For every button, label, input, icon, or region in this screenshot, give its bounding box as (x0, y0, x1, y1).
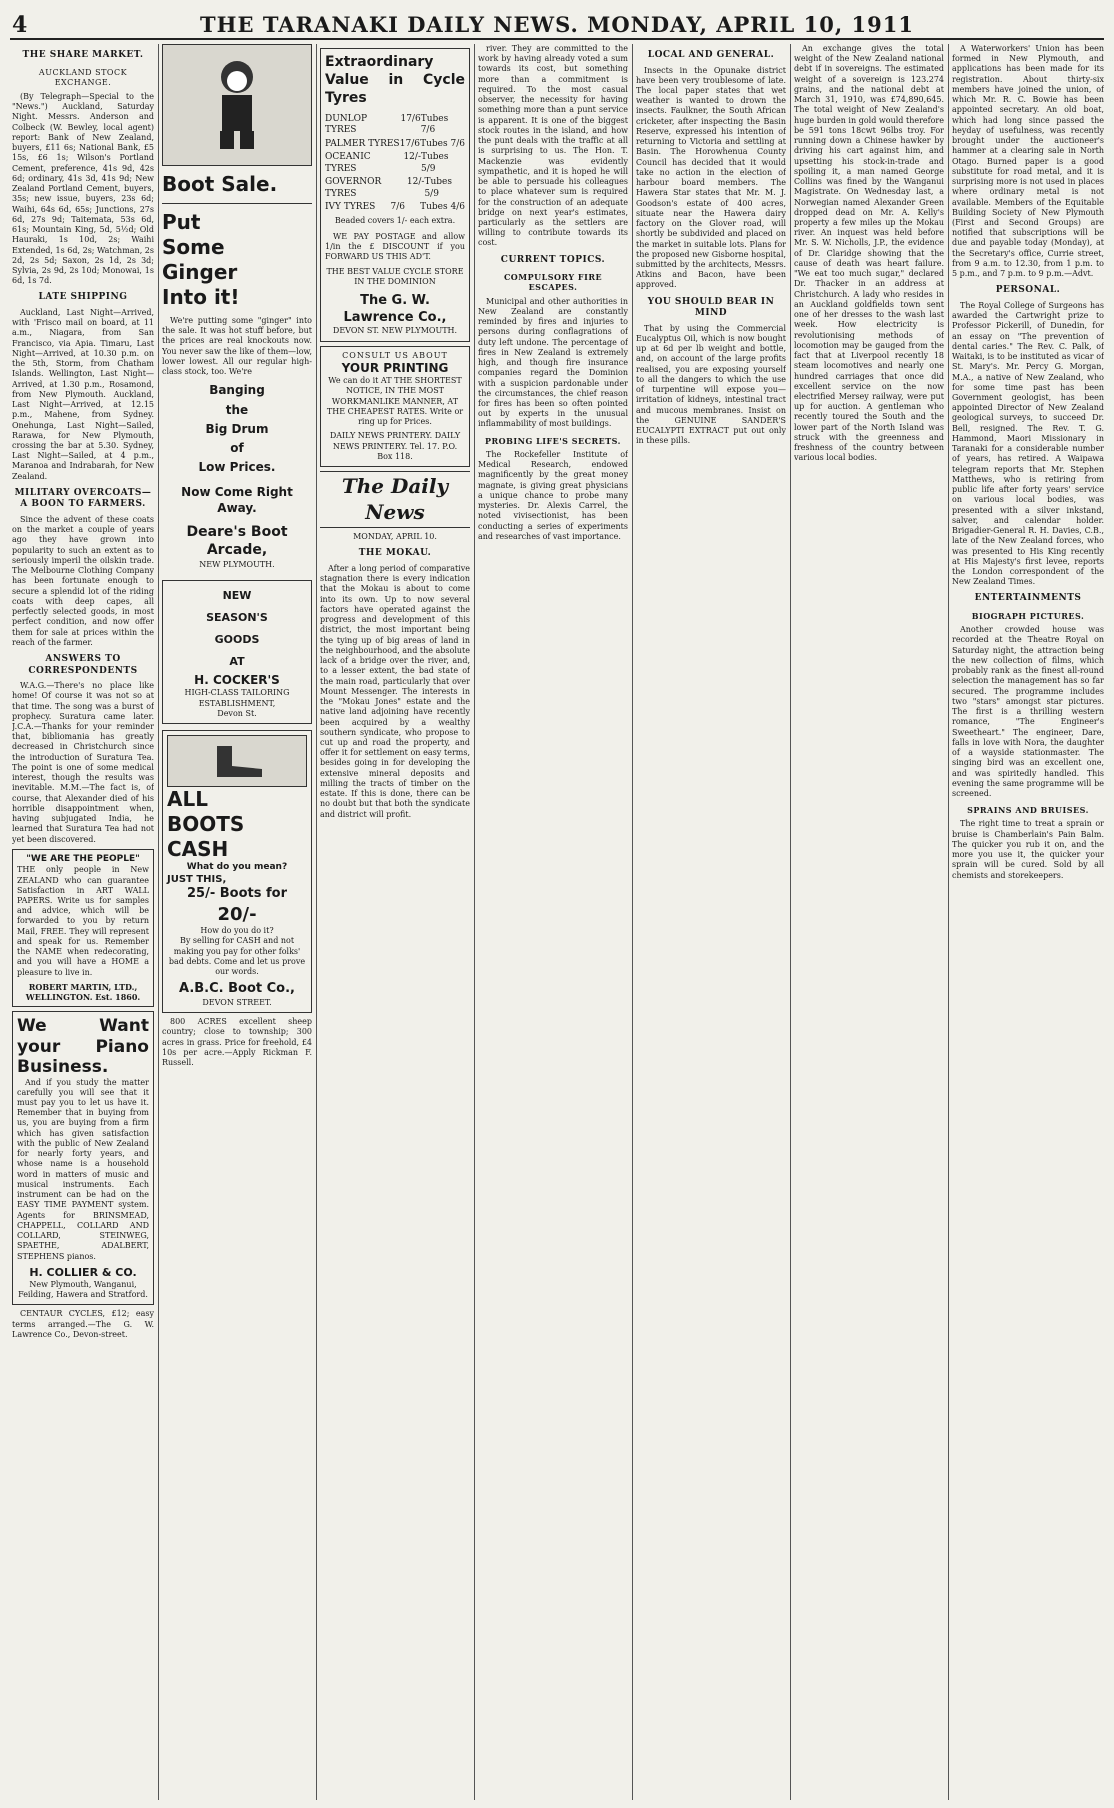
column-7 (952, 44, 1104, 1800)
printing-advert (320, 346, 470, 467)
boot-figure-icon (202, 55, 272, 155)
boots-line-3: CASH (167, 837, 229, 862)
tyre-row (325, 177, 465, 200)
editorial-heading: THE MOKAU. (358, 548, 432, 559)
cocker-line-1: NEW (222, 589, 252, 603)
column-6 (794, 44, 944, 1800)
late-shipping-heading: LATE SHIPPING (38, 292, 128, 303)
shipping-report: Auckland, Last Night—Arrived, with 'Frisco mail on board, at 11 a.m., Niagara, from San Francisco, via Apia. Timaru, Last Night—Arrived, at 10.30 p.m. on the 5th, Storm, from Chatham Islands. Wellington, Last Night—Arrived, at 1.30 p.m., Rosamond, from New Plymouth. Auckland, Last Night—Arrived, at 12.15 p.m., Mahene, from Sydney. Onehunga, Last Night—Sailed, Rarawa, for New Plymouth, crossing the bar at 5.30. Sydney, Last Night—Sailed, at 4 p.m., Maranoa and Indrabarah, for New Zealand. (12, 307, 154, 481)
tyre-price: 17/6 (400, 113, 421, 124)
beaded-note: Beaded covers 1/- each extra. (334, 215, 456, 225)
tyre-price: 17/6 (399, 138, 420, 149)
boot-sale-title: Boot Sale. (162, 172, 278, 196)
cocker-name: H. COCKER'S (194, 673, 280, 688)
sprains-heading: SPRAINS AND BRUISES. (967, 805, 1089, 816)
deare-town: NEW PLYMOUTH. (199, 559, 275, 569)
ginger-text: We're putting some "ginger" into the sale. It was hot stuff before, but the prices are real knockouts now. You never saw the like of them—low, lower lowest. All our regular high-class stock, too. We're (162, 316, 312, 377)
boots-question: What do you mean? (186, 862, 288, 873)
editorial-continued: river. They are committed to the work by having already voted a sum towards its cost, but something more than a commitment is required. To the most casual observer, the necessity for having something more than a punt service is apparent. It is one of the biggest stock routes in the island, and how the punt deals with the traffic at all is surprising to us. The Hon. T. Mackenzie was evidently sympathetic, and it is hoped he will be able to persuade his colleagues to place whatever sum is required for the construction of an adequate bridge on next year's estimates, particularly as the settlers are willing to contribute towards its cost. (478, 44, 628, 248)
column-rule (948, 44, 949, 1800)
lawrence-addr: DEVON ST. NEW PLYMOUTH. (332, 326, 458, 336)
boots-offer: JUST THIS, (167, 873, 227, 885)
ginger-line-3: Ginger (162, 260, 238, 284)
editorial-text: After a long period of comparative stagnation there is every indication that the Mokau is about to come into its own. Up to now several factors have operated against the progress and development of this district, the most important being the tying up of big areas of land in the neighbourhood, and the absolute lack of a bridge over the river, and, to a lesser extent, the bad state of the main road, particularly that over Mount Messenger. The interests in the "Mokau Jones" estate and the native land adjoining have recently been acquired by a wealthy southern syndicate, who propose to cut up and road the property, and offer it for settlement on easy terms, besides going in for developing the extensive mineral deposits and milling the tracts of timber on the estate. If this is done, there can be no doubt but that both the syndicate and district will profit. (320, 563, 470, 819)
newspaper-masthead (10, 8, 1104, 40)
current-topics-heading: CURRENT TOPICS. (500, 254, 606, 265)
column-1 (12, 44, 154, 1800)
answers-heading: ANSWERS TO CORRESPONDENTS (28, 654, 138, 676)
boots-line-1: ALL (167, 787, 208, 812)
personal-text: The Royal College of Surgeons has awarded the Cartwright prize to Professor Pickerill, of Dunedin, for an essay on "The prevention of dental caries." The Rev. C. Palk, of Waitaki, is to be instituted as vicar of St. Mary's. Mr. Percy G. Morgan, M.A., a native of New Zealand, who for some time past has been Government geologist, has been appointed Director of New Zealand geological surveys, to succeed Dr. Bell, resigned. The Rev. T. G. Hammond, Maori Missionary in Taranaki for a considerable number of years, has retired. A Waipawa telegram reports that Mr. Stephen Matthews, who is retiring from public life after forty years' service on various local bodies, was presented with a silver inkstand, salver, and calendar holder. Brigadier-General R. H. Davies, C.B., late of the New Zealand forces, who was presented to His King recently at His Majesty's first levee, reports the London correspondent of the New Zealand Times. (952, 300, 1104, 587)
bear-in-mind-heading: YOU SHOULD BEAR IN MIND (647, 296, 775, 319)
boots-price-2: 20/- (217, 904, 257, 926)
drum-line-1: Banging (209, 383, 265, 398)
cocker-line-2: SEASON'S (206, 611, 268, 625)
column-rule (158, 44, 159, 1800)
page-title: THE TARANAKI DAILY NEWS. MONDAY, APRIL 10, 1911 (200, 12, 914, 37)
tyre-price: 7/6 (390, 202, 405, 213)
column-3 (320, 44, 470, 1800)
tyre-tubes: Tubes 4/6 (420, 202, 465, 213)
tyre-tubes: Tubes 7/6 (420, 138, 465, 149)
bear-in-mind-text: That by using the Commercial Eucalyptus Oil, which is now bought up at 6d per lb weight and bottle, and, on account of the large profits realised, you are exposing yourself to all the dangers to which the use of turpentine will expose you—irritation of kidneys, intestinal tract and mucous membranes. Insist on the GENUINE SANDER'S EUCALYPTI EXTRACT put out only in these pills. (636, 323, 786, 446)
tyre-tubes: Tubes 5/9 (424, 177, 452, 199)
tyre-price-list (325, 114, 465, 214)
tyres-heading: Extraordinary Value in Cycle Tyres (325, 54, 465, 107)
cocker-line-3: GOODS (214, 633, 260, 647)
piano-heading: We Want your Piano Business. (17, 1016, 149, 1078)
overcoats-article: Since the advent of these coats on the market a couple of years ago they have grown into popularity to such an extent as to seriously imperil the oilskin trade. The Melbourne Clothing Company has been fortunate enough to secure a splendid lot of the riding coats with deep capes, all perfectly selected goods, in most perfect condition, and now offer them for sale at prices within the reach of the farmer. (12, 514, 154, 647)
boots-price-1: 25/- Boots for (186, 886, 287, 902)
boots-text: By selling for CASH and not making you pay for other folks' bad debts. Come and let us prove our words. (168, 936, 306, 977)
share-market-report: (By Telegraph—Special to the "News.") Auckland, Saturday Night. Messrs. Anderson and Colbeck (W. Bewley, local agent) report: Bank of New Zealand, buyers, £11 6s; National Bank, £5 15s, £6 1s; Wilson's Portland Cement, preference, 41s 9d, 42s 6d; ordinary, 41s 3d, 41s 9d; New Zealand Portland Cement, buyers, 35s; new issue, buyers, 23s 6d; Waihi, 64s 6d, 65s; Junctions, 27s 6d, 27s 9d; Taitemata, 53s 6d, 61s; Mountain King, 5d, 5½d; Old Hauraki, 1s 10d, 2s; Waihi Extended, 1s 6d, 2s; Watchman, 2s 2d, 2s 5d; Saxon, 2s 1d, 2s 3d; Sylvia, 2s 9d, 2s 10d; Monowai, 1s 6d, 1s 7d. (12, 91, 154, 286)
page-number: 4 (12, 12, 28, 38)
column-4 (478, 44, 628, 1800)
biograph-heading: BIOGRAPH PICTURES. (971, 610, 1085, 621)
life-secrets-heading: PROBING LIFE'S SECRETS. (485, 435, 621, 446)
boots-question-2: How do you do it? (200, 926, 274, 936)
tyre-row (325, 114, 465, 137)
printing-text: We can do it AT THE SHORTEST NOTICE, IN THE MOST WORKMANLIKE MANNER, AT THE CHEAPEST RATES. Write or ring up for Prices. (326, 376, 464, 427)
stock-exchange-subheading: AUCKLAND STOCK EXCHANGE. (38, 67, 128, 87)
answers-text: W.A.G.—There's no place like home! Of course it was not so at that time. The song was a burst of prophecy. Suratura came later. J.C.A.—Thanks for your reminder that, bibliomania has greatly decreased in Christchurch since the introduction of Suratura Tea. The point is one of some medical interest, though the results was inevitable. M.M.—The fact is, of course, that Alexander died of his horrible disappointment when, having subjugated India, he learned that Suratura Tea had not yet been discovered. (12, 681, 154, 844)
wallpaper-text: THE only people in New ZEALAND who can guarantee Satisfaction in ART WALL PAPERS. Write us for samples and advice, which will be forwarded to you by return Mail, FREE. They will represent and speak for us. Remember the NAME when redecorating, and you will have a HOME a pleasure to live in. (17, 865, 149, 977)
tyre-name: IVY TYRES (325, 202, 376, 213)
boots-line-2: BOOTS (167, 812, 245, 837)
tyre-tubes: Tubes 5/9 (420, 152, 449, 174)
ginger-line-2: Some (162, 235, 225, 259)
entertainments-heading: ENTERTAINMENTS (974, 593, 1082, 604)
overcoats-heading: MILITARY OVERCOATS—A BOON TO FARMERS. (14, 487, 152, 510)
abc-boot-advert (162, 730, 312, 1013)
wallpaper-signature: ROBERT MARTIN, LTD., WELLINGTON. Est. 1860. (25, 981, 141, 1003)
tyre-name: PALMER TYRES (325, 138, 400, 149)
abc-name: A.B.C. Boot Co., (179, 981, 295, 997)
share-market-heading: THE SHARE MARKET. (22, 50, 144, 60)
tyre-row (325, 139, 465, 151)
ginger-line-4: Into it! (162, 285, 240, 309)
sprains-text: The right time to treat a sprain or bruise is Chamberlain's Pain Balm. The quicker you rub it on, and the more you use it, the quicker your sprain will be cured. Sold by all chemists and storekeepers. (952, 819, 1104, 880)
biograph-text: Another crowded house was recorded at the Theatre Royal on Saturday night, the attraction being the new collection of films, which probably rank as the finest all-round selection the management has so far secured. The programme includes two "stars" amongst star pictures. The first is a thrilling western romance, "The Engineer's Sweetheart." The engineer, Dare, falls in love with Nora, the daughter of a wayside stationmaster. The singing bird was an excellent one, and was spiritedly handled. This evening the same programme will be screened. (952, 625, 1104, 798)
column-rule (316, 44, 317, 1800)
drum-line-2: the (225, 402, 249, 417)
local-general-text: Insects in the Opunake district have been very troublesome of late. The local paper states that wet weather is wanted to drown the insects. Faulkner, the South African cricketer, after inspecting the Basin Reserve, expressed his intention of returning to Victoria and settling at Basin. The Horowhenua County Council has decided that it would take no action in the election of harbour board members. The Hawera Star states that Mr. M. J. Goodson's estate of 400 acres, situate near the Hawera dairy factory on the Glover road, will shortly be subdivided and placed on the market in suitable lots. Plans for the proposed new Gisborne hospital, submitted by the architects, Messrs. Atkins and Bacon, have been approved. (636, 65, 786, 290)
drum-line-3: Big Drum (205, 421, 269, 436)
local-general-heading: LOCAL AND GENERAL. (647, 50, 775, 60)
wallpaper-heading: "WE ARE THE PEOPLE" (26, 853, 140, 864)
cocker-advert (162, 580, 312, 724)
column-rule (632, 44, 633, 1800)
centaur-notice: CENTAUR CYCLES, £12; easy terms arranged.—The G. W. Lawrence Co., Devon-street. (12, 1309, 154, 1339)
tyre-name: GOVERNOR TYRES (325, 177, 382, 199)
cocker-sub: HIGH-CLASS TAILORING ESTABLISHMENT, (184, 688, 290, 708)
printing-heading: YOUR PRINTING (341, 360, 449, 375)
boot-sale-illustration (162, 44, 312, 166)
printing-sign: DAILY NEWS PRINTERY. DAILY NEWS PRINTERY. Tel. 17. P.O. Box 118. (329, 431, 461, 461)
column-5 (636, 44, 786, 1800)
best-value-note: THE BEST VALUE CYCLE STORE IN THE DOMINION (326, 266, 464, 286)
boot-illustration (167, 735, 307, 787)
ginger-line-1: Put (162, 210, 201, 234)
tyre-name: OCEANIC TYRES (325, 152, 371, 174)
piano-text: And if you study the matter carefully you will see that it must pay you to let us have it. Remember that in buying from us, you are buying from a firm which has given satisfaction with the public of New Zealand for nearly forty years, and whose name is a household word in matters of music and musical instruments. Each instrument can be had on the EASY TIME PAYMENT system. Agents for BRINSMEAD, CHAPPELL, COLLARD AND COLLARD, STEINWEG, SPAETHE, ADALBERT, STEPHENS pianos. (17, 1077, 149, 1261)
lawrence-name: The G. W. Lawrence Co., (343, 293, 447, 325)
abc-addr: DEVON STREET. (202, 997, 272, 1007)
acres-notice: 800 ACRES excellent sheep country; close to township; 300 acres in grass. Price for freehold, £4 10s per acre.—Apply Rickman F. Russell. (162, 1017, 312, 1068)
tyre-row (325, 152, 465, 175)
come-right-away: Now Come Right Away. (181, 485, 293, 515)
column-2 (162, 44, 312, 1800)
collier-name: H. COLLIER & CO. (29, 1265, 137, 1279)
cocker-line-4: AT (229, 655, 245, 669)
column-rule (474, 44, 475, 1800)
tyre-price: 12/- (406, 177, 425, 188)
fire-escapes-text: Municipal and other authorities in New Zealand are constantly reminded by fires and injuries to persons during conflagrations of duty left undone. The percentage of fires in New Zealand is extremely high, and though fire insurance companies regard the Dominion with a suspicion pardonable under the circumstances, the chief reason for fires has been so often pointed out by experts in the unusual inflammability of most buildings. (478, 296, 628, 429)
deare-name: Deare's Boot Arcade, (186, 524, 288, 558)
tyres-advert (320, 48, 470, 342)
wallpaper-advert (12, 849, 154, 1008)
fire-escapes-heading: COMPULSORY FIRE ESCAPES. (503, 272, 603, 293)
date-line: MONDAY, APRIL 10. (353, 532, 437, 542)
printing-consult: CONSULT US ABOUT (342, 350, 448, 360)
paper-name: The Daily News (320, 471, 470, 528)
tyre-name: DUNLOP TYRES (325, 113, 368, 136)
drum-line-4: of (230, 440, 244, 455)
cocker-addr: Devon St. (217, 708, 257, 718)
general-news-text: An exchange gives the total weight of the New Zealand national debt if in sovereigns. The estimated weight of a sovereign is 123.274 grains, and the national debt at March 31, 1910, was £74,890,645. The total weight of New Zealand's huge burden in gold would therefore be 591 tons 18cwt 96lbs troy. For running down a Chinese hawker by driving his cart against him, and upsetting his stock-in-trade and spoiling it, a man named George Collins was fined by the Wanganui Magistrate. On Wednesday last, a Norwegian named Alexander Green dropped dead on Mr. A. Kelly's property a few miles up the Mokau river. An inquest was held before Mr. S. W. Nicholls, J.P., the evidence of Dr. Claridge showing that the cause of death was heart failure. "We eat too much sugar," declared Dr. Thacker in an address at Christchurch. A lady who resides in an Auckland goldfields town sent one of her dresses to the wash last week. How electricity is revolutionising methods of locomotion may be gauged from the fact that at Liverpool recently 18 steam locomotives and nearly one hundred carriages that once did excellent service on the now electrified Mersey railway, were put up for auction. A gentleman who recently toured the South and the lower part of the North Island was struck with the greenness and freshness of the country between various local bodies. (794, 44, 944, 463)
tyre-row (325, 202, 465, 214)
postage-note: WE PAY POSTAGE and allow 1/in the £ DISCOUNT if you FORWARD US THIS AD'T. (325, 231, 465, 262)
tyre-price: 12/- (403, 152, 421, 163)
column-rule (790, 44, 791, 1800)
drum-line-5: Low Prices. (198, 460, 276, 475)
piano-advert (12, 1011, 154, 1305)
notices-text: A Waterworkers' Union has been formed in New Plymouth, and applications has been made for its registration. About thirty-six members have joined the union, of which Mr. R. C. Bowie has been appointed secretary. An old boat, which had long since passed the heyday of usefulness, was recently brought under the auctioneer's hammer at a clearing sale in North Otago. Burned paper is a good substitute for road metal, and it is surprising more is not used in places where ordinary metal is not available. Members of the Equitable Building Society of New Plymouth (First and Second Groups) are notified that subscriptions will be due and payable today (Monday), at the Secretary's office, Currie street, from 9 a.m. to 12.30, from 1 p.m. to 5 p.m., and 7 p.m. to 9 p.m.—Advt. (952, 44, 1104, 279)
boot-icon (207, 741, 267, 781)
life-secrets-text: The Rockefeller Institute of Medical Research, endowed magnificently by the great money magnate, is giving great physicians a unique chance to probe many mysteries. Dr. Alexis Carrel, the noted vivisectionist, has been conducting a series of experiments and researches of vast importance. (478, 449, 628, 541)
personal-heading: PERSONAL. (995, 285, 1061, 296)
collier-towns: New Plymouth, Wanganui, Feilding, Hawera and Stratford. (18, 1279, 148, 1300)
tyre-tubes: Tubes 7/6 (420, 113, 449, 136)
